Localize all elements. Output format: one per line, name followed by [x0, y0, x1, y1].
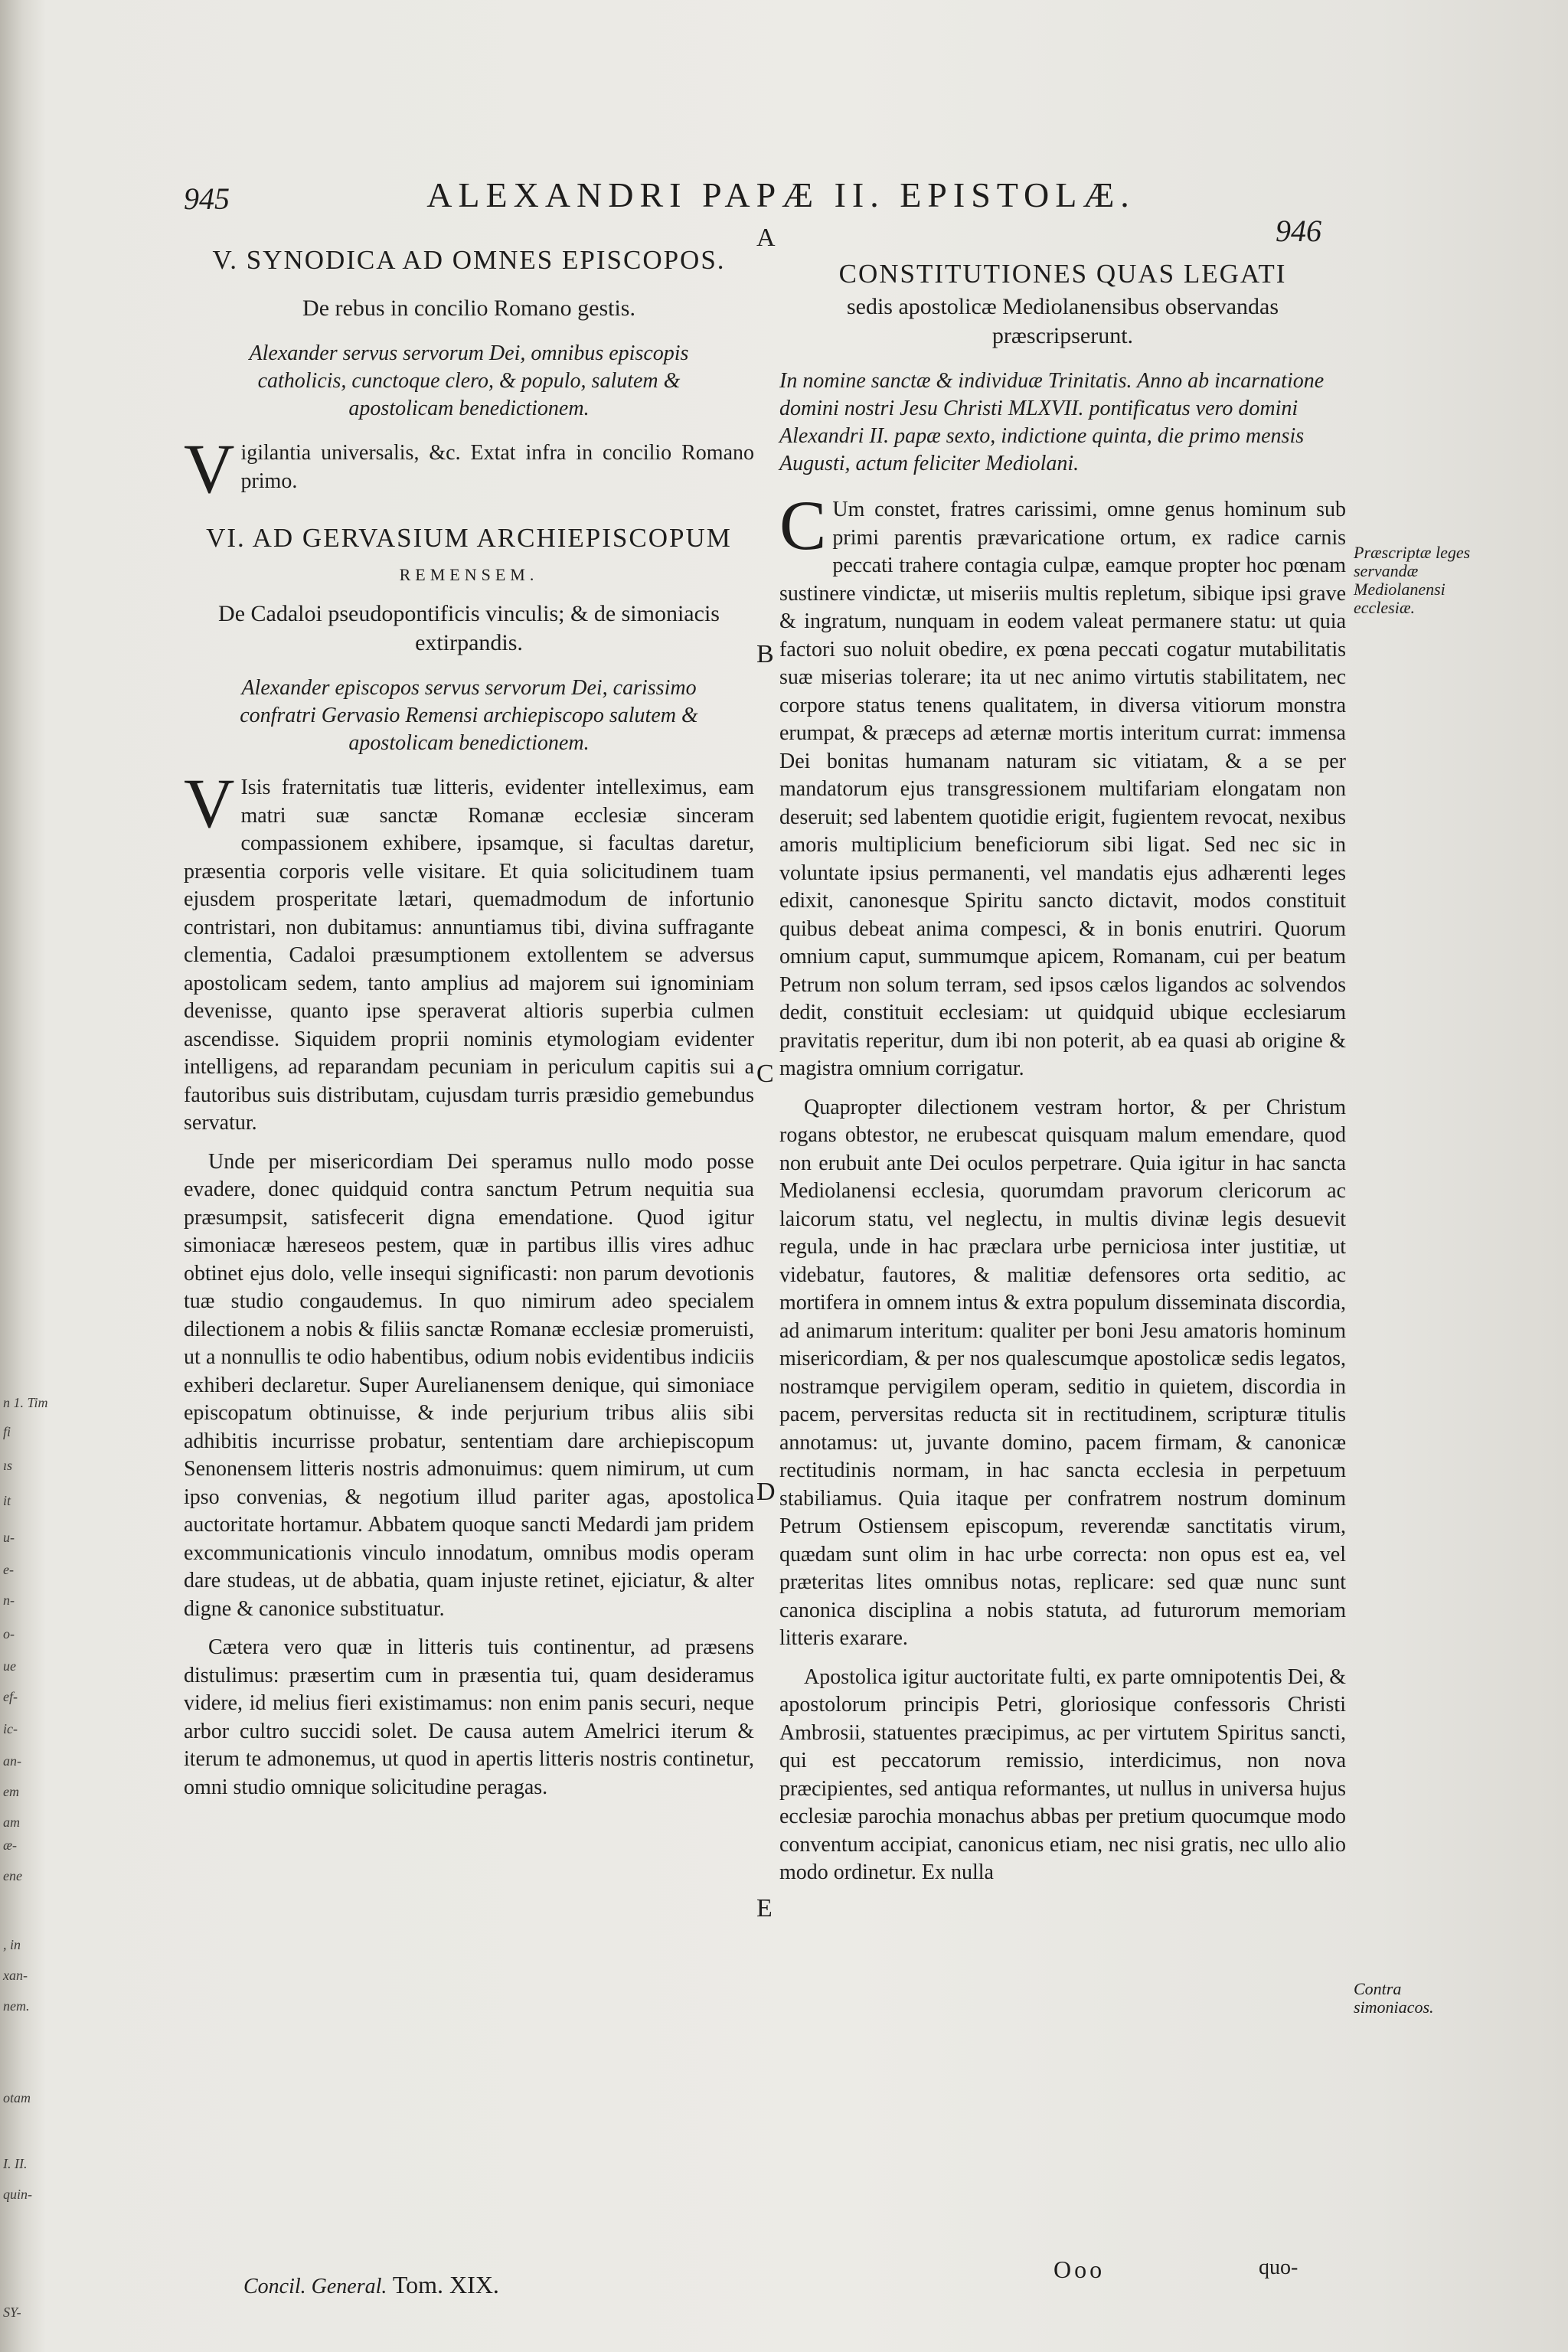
facing-page-fragment: em [3, 1784, 19, 1799]
facing-page-fragment: ıs [3, 1458, 13, 1473]
facing-page-fragment: n 1. Tim [3, 1395, 48, 1410]
folio-left: 945 [184, 181, 230, 216]
epistle-6-salutation: Alexander episcopos servus servorum Dei, carissimo confratri Gervasio Remensi archiepiscopo salutem & apostolicam benedictionem. [240, 676, 698, 755]
epistle-5-heading: V. SYNODICA AD OMNES EPISCOPOS. [212, 245, 726, 275]
facing-page-fragment: o- [3, 1626, 15, 1642]
epistle-5-subheading: De rebus in concilio Romano gestis. [302, 296, 635, 321]
epistle-5-salutation: Alexander servus servorum Dei, omnibus episcopis catholicis, cunctoque clero, & populo, salutem & apostolicam benedictionem. [249, 341, 689, 420]
epistle-6-subheading: De Cadaloi pseudopontificis vinculis; & de simoniacis extirpandis. [218, 601, 720, 655]
epistle-6-heading-main: VI. AD GERVASIUM ARCHIEPISCOPUM [206, 523, 732, 553]
column-marker-a: A [756, 224, 776, 252]
margin-note-simoniacos: Contra simoniacos. [1354, 1979, 1434, 2017]
drop-cap: V [184, 764, 235, 842]
epistle-5-text: igilantia universalis, &c. Extat infra in concilio Romano primo. [240, 441, 754, 493]
footer-volume [243, 2271, 499, 2299]
column-marker-b: B [756, 640, 774, 668]
facing-page-fragment: an- [3, 1753, 21, 1769]
facing-page-fragment: n- [3, 1592, 15, 1608]
facing-page-fragment: SY- [3, 2305, 21, 2320]
facing-page-fragment: it [3, 1493, 11, 1508]
constitutions-paragraph-3: Apostolica igitur auctoritate fulti, ex parte omnipotentis Dei, & apostolorum principis Petri, gloriosique confessoris Christi Ambrosii, statuentes præcipimus, ac per virtutem Spiritus sancti, qui est peccatorum remissio, interdicimus, non nova præcipientes, sed antiqua reformantes, ut nullus in universa hujus ecclesiæ parochia monachus abbas per pretium quocumque modo conventum accipiat, canonicus etiam, nec nisi gratis, nec ullo alio modo ordinetur. Ex nulla [779, 1664, 1346, 1884]
facing-page-fragment: I. II. [3, 2156, 28, 2171]
constitutions-heading: CONSTITUTIONES QUAS LEGATI [838, 259, 1287, 289]
column-marker-e: E [756, 1894, 773, 1922]
right-column [779, 257, 1346, 1898]
facing-page-fragment: am [3, 1815, 20, 1830]
epistle-6-heading-sub: REMENSEM. [399, 565, 539, 584]
facing-page-fragment: e- [3, 1562, 14, 1577]
constitutions-paragraph-1 [779, 486, 1346, 1083]
facing-page-fragment: nem. [3, 1998, 30, 2014]
facing-page-fragment: æ- [3, 1838, 17, 1853]
constitutions-subheading: sedis apostolicæ Mediolanensibus observandas præscripserunt. [846, 294, 1279, 348]
facing-page-fragment: xan- [3, 1968, 28, 1983]
epistle-6-paragraph-1 [184, 764, 754, 1138]
signature-mark: Ooo [1054, 2256, 1106, 2283]
footer-tome: Tom. XIX. [392, 2271, 499, 2298]
column-marker-d: D [756, 1478, 776, 1506]
facing-page-fragment: u- [3, 1530, 15, 1545]
footer-series: Concil. General. [243, 2275, 387, 2298]
facing-page-fragment: otam [3, 2090, 31, 2105]
facing-page-fragment: , in [3, 1937, 21, 1952]
epistle-5-body [184, 430, 754, 508]
epistle-6-heading [184, 521, 754, 592]
margin-note-leges: Præscriptæ leges servandæ Mediolanensi ecclesiæ. [1354, 543, 1471, 617]
facing-page-fragment: ic- [3, 1721, 18, 1736]
drop-cap: C [779, 486, 827, 564]
constitutions-dating: In nomine sanctæ & individuæ Trinitatis. Anno ab incarnatione domini nostri Jesu Christi MLXVII. pontificatus vero domini Alexandri II. papæ sexto, indictione quinta, die primo mensis Augusti, actum feliciter Mediolani. [779, 369, 1325, 475]
paragraph-text: Um constet, fratres carissimi, omne genus hominum sub primi parentis prævaricatione ortum, ex radice carnis peccati trahere contagia culpæ, eamque propter hoc pœnam sustinere vindictæ, ut miseriis multis repletum, sibique ipsi grave & ingratum, nunquam in eodem valeat permanere statu: ut quia factori suo noluit obedire, ex pœna peccati cogatur mutabilitatis suæ miserias tolerare; ita ut nec animo virtutis stabilitatem, nec corpore status tenens qualitatem, in diversa vitiorum monstra erumpat, & præceps ad æternæ mortis interitum currat: immensa Dei bonitas humanam naturam sic vitiatam, & a se per mandatorum ejus transgressionem multifariam elongatam non deseruit; sed labentem quotidie erigit, fugientem revocat, nexibus amoris multiplicium beneficiorum sibi ligat. Sed nec sic in voluntate ipsius permanenti, vel mandatis ejus adhærenti leges edixit, canonesque Spiritu sancto dictavit, modos constituit quibus debeat anima compesci, & in bonis enutriri. Quorum omnium caput, summumque apicem, Romanam, cui per beatum Petrum non solum terram, sed ipsos cælos ligandos ac solvendos dedit, constituit ecclesiam: ut quidquid ubique ecclesiarum pravitatis reperitur, dum ibi non poterit, ab ea quasi ab origine & magistra omnium corrigatur. [779, 498, 1346, 1080]
epistle-6-paragraph-3: Cætera vero quæ in litteris tuis continentur, ad præsens distulimus: præsertim cum in præsentia tui, quam desideramus videre, id melius fieri existimamus: non enim panis securi, neque arbor cultro succidi solet. De causa autem Amelrici iterum & iterum te admonemus, ut quod in apertis litteris nostris continetur, omni studio omnique solicitudine peragas. [184, 1635, 754, 1799]
constitutions-paragraph-2: Quapropter dilectionem vestram hortor, & per Christum rogans obtestor, ne erubescat quisquam malum emendare, quod non erubuit ante Dei oculos perpetrare. Quia igitur in hac sancta Mediolanensi ecclesia, quorumdam pravorum clericorum ac laicorum statu, vel neglectu, in multis divinæ legis desuevit regula, unde in hac præclara urbe perniciosa inter justitiæ, ut videbatur, fautores, & malitiæ defensores orta seditio, ac mortifera in omnem intus & extra populum disseminata discordia, ad animarum interitum: qualiter per boni Jesu amatoris hominum misericordiam, & per nos qualescumque apostolicæ sedis legatos, nostramque pervigilem operam, seditio in quietem, discordia in pacem, perversitas reducta sit in rectitudinem, scripturæ titulis annotamus: ut, juvante domino, pacem firmam, & canonicæ rectitudinis normam, in hac sancta ecclesia in perpetuum stabiliamus. Quia itaque per confratrem nostrum dominum Petrum Ostiensem episcopum, reverendæ sanctitatis virum, quædam sunt olim in hac urbe correcta: non opus est ea, vel præteritas lites omnibus notas, replicare: sed quæ nunc sunt canonica disciplina a nobis statuta, ad futurorum memoriam litteris exarare. [779, 1095, 1346, 1650]
epistle-6-paragraph-2: Unde per misericordiam Dei speramus nullo modo posse evadere, donec quidquid contra sanctum Petrum nequitia sua præsumpsit, satisfecerit digna emendatione. Quod igitur simoniacæ hæreseos pestem, quæ in partibus illis vires adhuc obtinet ejus dolo, velle insequi significasti: non parum devotionis tuæ studio congaudemus. In quo nimirum adeo specialem dilectionem a nobis & filiis sanctæ Romanæ ecclesiæ promeruisti, ut a nonnullis te odio habentibus, odium nobis evidentibus indiciis exhiberi declaretur. Super Aurelianensem denique, qui simoniace episcopatum obtinuisse, & inde perjurium tribus aliis sibi adhibitis incurrisse probatur, sententiam dare archiepiscopum Senonensem litteris nostris admonuimus: quem nimirum, ut cum ipso convenias, & negotium illud pariter agas, apostolica auctoritate hortamur. Abbatem quoque sancti Medardi jam pridem excommunicationis vinculo innodatum, omnibus modis operam dare studeas, ut de abbatia, quam injuste retinet, ejiciatur, & alter digne & canonice substituatur. [184, 1149, 754, 1621]
drop-cap: V [184, 430, 235, 508]
facing-page-fragment: ef- [3, 1689, 18, 1704]
facing-page-fragment: ue [3, 1658, 16, 1674]
column-marker-c: C [756, 1060, 774, 1088]
facing-page-fragment: ene [3, 1868, 22, 1883]
facing-page-fragment: quin- [3, 2187, 32, 2202]
left-column [184, 243, 754, 1812]
folio-right: 946 [1276, 214, 1321, 248]
facing-page-fragment: fi [3, 1424, 11, 1439]
catchword: quo- [1259, 2256, 1298, 2279]
running-title: ALEXANDRI PAPÆ II. EPISTOLÆ. [426, 175, 1135, 214]
paragraph-text: Isis fraternitatis tuæ litteris, evidenter intelleximus, eam matri suæ sanctæ Romanæ ecclesiæ sinceram compassionem exhibere, ipsamque, si facultas daretur, præsentia corporis velle visitare. Et quia solicitudinem tuam ejusdem prosperitate lætari, quemadmodum de infortunio contristari, non dubitamus: annuntiamus tibi, divina suffragante clementia, Cadaloi præsumptionem extollentem se adversus apostolicam sedem, tanto amplius ad majorem sui ignominiam devenisse, quanto ipse speraverat altioris superbia culmen ascendisse. Siquidem proprii nominis etymologiam evidenter intelligens, ad reparandam pecuniam in periculum capitis sui a fautoribus suis distributam, cujusdam turris præsidio gemebundus servatur. [184, 776, 754, 1135]
